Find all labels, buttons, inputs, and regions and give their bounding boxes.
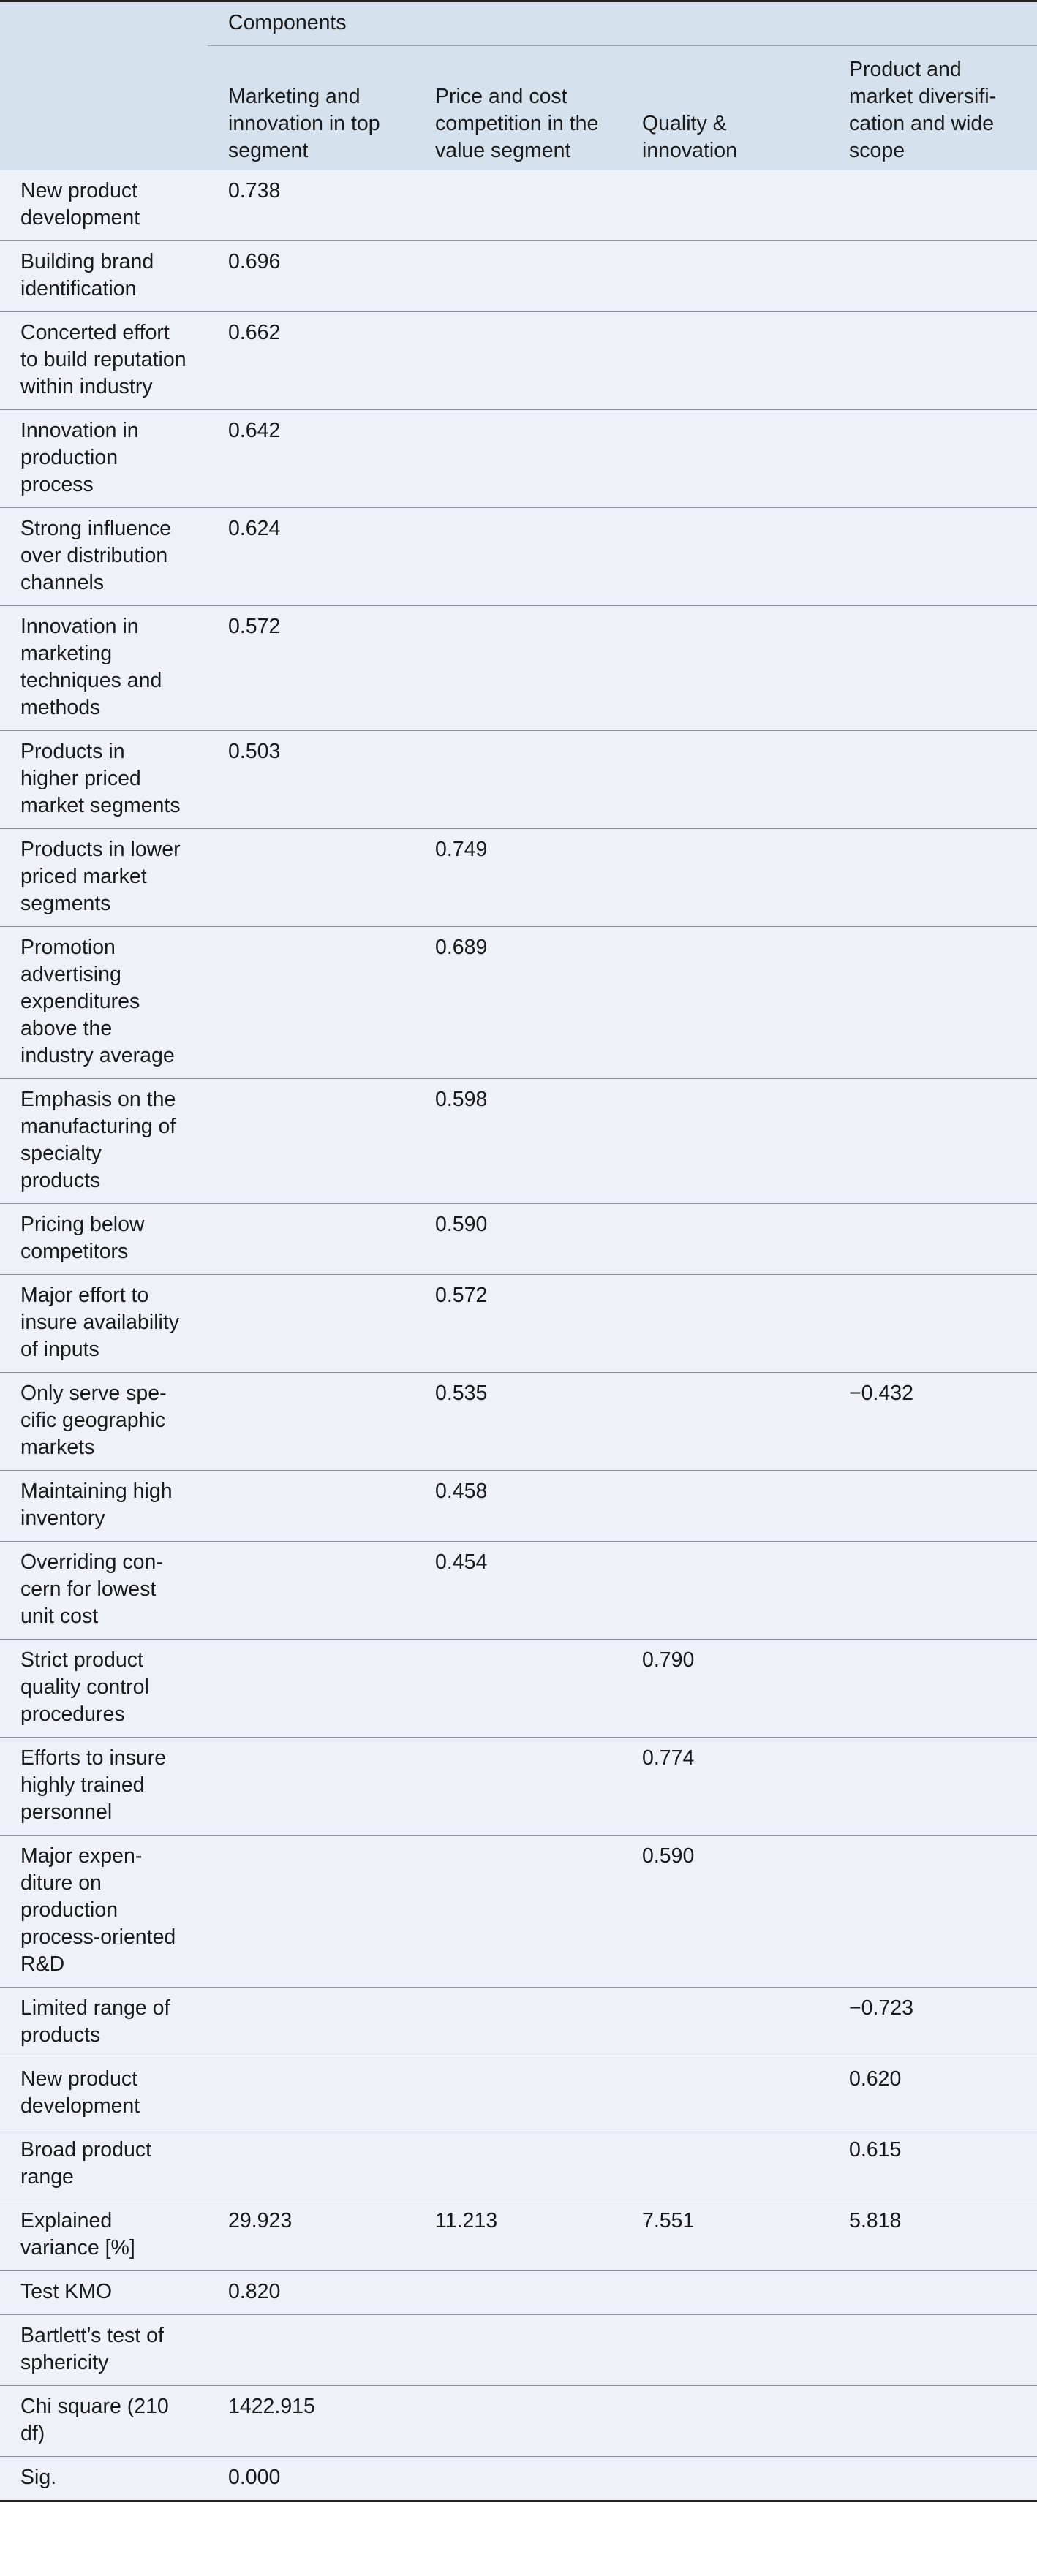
row-label: Emphasis on the manufacturing of specialty products xyxy=(0,1079,208,1204)
row-label: Promotion advertising expenditures above the industry average xyxy=(0,927,208,1079)
loading-cell-component-1 xyxy=(208,829,415,927)
row-label: Major effort to insure availability of inputs xyxy=(0,1275,208,1373)
row-label: Limited range of products xyxy=(0,1988,208,2058)
loading-cell-component-3 xyxy=(622,927,829,1079)
loading-cell-component-2 xyxy=(415,1640,622,1738)
table-row xyxy=(0,1738,1037,1836)
table-row xyxy=(0,241,1037,312)
loading-cell-component-1 xyxy=(208,1275,415,1373)
row-label: Strong influence over distribution channels xyxy=(0,508,208,606)
loading-cell-component-4 xyxy=(829,2315,1037,2386)
loading-cell-component-4 xyxy=(829,829,1037,927)
loading-cell-component-3 xyxy=(622,1275,829,1373)
loading-cell-component-1 xyxy=(208,927,415,1079)
loading-cell-component-4 xyxy=(829,241,1037,312)
loading-cell-component-4 xyxy=(829,1471,1037,1542)
row-label: Innovation in production process xyxy=(0,410,208,508)
table-header xyxy=(0,1,1037,171)
loading-cell-component-1 xyxy=(208,1542,415,1640)
loading-cell-component-3 xyxy=(622,606,829,731)
loading-cell-component-2 xyxy=(415,1836,622,1988)
loading-cell-component-3 xyxy=(622,1988,829,2058)
header-blank-cell xyxy=(0,1,208,46)
loading-cell-component-3 xyxy=(622,2271,829,2315)
loading-cell-component-4 xyxy=(829,731,1037,829)
loading-cell-component-1: 0.642 xyxy=(208,410,415,508)
group-header-row xyxy=(0,1,1037,46)
loading-cell-component-1 xyxy=(208,2058,415,2129)
loading-cell-component-2: 0.598 xyxy=(415,1079,622,1204)
loading-cell-component-4 xyxy=(829,2271,1037,2315)
row-label: Efforts to insure highly trained personnel xyxy=(0,1738,208,1836)
loading-cell-component-1: 0.000 xyxy=(208,2457,415,2501)
loading-cell-component-2: 0.590 xyxy=(415,1204,622,1275)
loading-cell-component-2 xyxy=(415,1988,622,2058)
column-header-row xyxy=(0,46,1037,171)
table-row xyxy=(0,410,1037,508)
column-header-component-2: Price and cost competition in the value segment xyxy=(415,46,622,171)
loading-cell-component-1: 0.696 xyxy=(208,241,415,312)
loading-cell-component-1 xyxy=(208,1471,415,1542)
row-label: New product development xyxy=(0,170,208,241)
loading-cell-component-4: 0.615 xyxy=(829,2129,1037,2200)
loading-cell-component-4 xyxy=(829,1204,1037,1275)
table-body xyxy=(0,170,1037,2501)
table-row xyxy=(0,2386,1037,2457)
loading-cell-component-1 xyxy=(208,2129,415,2200)
loading-cell-component-3 xyxy=(622,2386,829,2457)
column-header-component-1: Marketing and innovation in top segment xyxy=(208,46,415,171)
loading-cell-component-1 xyxy=(208,1640,415,1738)
loading-cell-component-2 xyxy=(415,2271,622,2315)
loading-cell-component-1: 0.820 xyxy=(208,2271,415,2315)
loading-cell-component-2 xyxy=(415,2315,622,2386)
loading-cell-component-1: 0.572 xyxy=(208,606,415,731)
loading-cell-component-2 xyxy=(415,2386,622,2457)
table-row xyxy=(0,1079,1037,1204)
row-label: Pricing below competitors xyxy=(0,1204,208,1275)
table-row xyxy=(0,2315,1037,2386)
loading-cell-component-2 xyxy=(415,312,622,410)
loading-cell-component-1: 29.923 xyxy=(208,2200,415,2271)
loading-cell-component-4 xyxy=(829,1275,1037,1373)
row-label: Bartlett’s test of sphericity xyxy=(0,2315,208,2386)
row-label: Overriding concern for lowest unit cost xyxy=(0,1542,208,1640)
loading-cell-component-4 xyxy=(829,312,1037,410)
loading-cell-component-4 xyxy=(829,2386,1037,2457)
row-label: Only serve specific geographic markets xyxy=(0,1373,208,1471)
loading-cell-component-4 xyxy=(829,606,1037,731)
loading-cell-component-1 xyxy=(208,1738,415,1836)
loading-cell-component-1: 0.662 xyxy=(208,312,415,410)
loading-cell-component-4 xyxy=(829,1079,1037,1204)
loading-cell-component-4 xyxy=(829,170,1037,241)
loading-cell-component-4 xyxy=(829,1542,1037,1640)
loading-cell-component-2 xyxy=(415,606,622,731)
table-row xyxy=(0,2129,1037,2200)
row-label: Concerted effort to build reputation within industry xyxy=(0,312,208,410)
row-label: Innovation in marketing techniques and methods xyxy=(0,606,208,731)
components-group-header: Components xyxy=(208,1,1037,46)
loading-cell-component-2 xyxy=(415,241,622,312)
loading-cell-component-1: 0.624 xyxy=(208,508,415,606)
loading-cell-component-2 xyxy=(415,731,622,829)
loading-cell-component-3 xyxy=(622,1471,829,1542)
loading-cell-component-1 xyxy=(208,2315,415,2386)
loading-cell-component-3 xyxy=(622,2315,829,2386)
loading-cell-component-2: 11.213 xyxy=(415,2200,622,2271)
loading-cell-component-4 xyxy=(829,2457,1037,2501)
table-row xyxy=(0,1471,1037,1542)
loading-cell-component-2 xyxy=(415,1738,622,1836)
row-label: Building brand identification xyxy=(0,241,208,312)
loading-cell-component-2: 0.689 xyxy=(415,927,622,1079)
loading-cell-component-2 xyxy=(415,2058,622,2129)
loading-cell-component-2: 0.572 xyxy=(415,1275,622,1373)
table-row xyxy=(0,170,1037,241)
loading-cell-component-1: 0.503 xyxy=(208,731,415,829)
loading-cell-component-4 xyxy=(829,1836,1037,1988)
table-row xyxy=(0,1542,1037,1640)
table-row xyxy=(0,2457,1037,2501)
table-row xyxy=(0,1988,1037,2058)
loading-cell-component-2 xyxy=(415,2457,622,2501)
loading-cell-component-3 xyxy=(622,2457,829,2501)
loading-cell-component-4 xyxy=(829,1640,1037,1738)
table-row xyxy=(0,1640,1037,1738)
row-label: Strict product quality control procedures xyxy=(0,1640,208,1738)
table-row xyxy=(0,2271,1037,2315)
loading-cell-component-3 xyxy=(622,170,829,241)
row-label: Explained variance [%] xyxy=(0,2200,208,2271)
row-label: Maintaining high inventory xyxy=(0,1471,208,1542)
row-label: Chi square (210 df) xyxy=(0,2386,208,2457)
loading-cell-component-2 xyxy=(415,170,622,241)
loading-cell-component-3 xyxy=(622,1204,829,1275)
loading-cell-component-3 xyxy=(622,312,829,410)
loading-cell-component-2: 0.535 xyxy=(415,1373,622,1471)
loading-cell-component-3: 0.790 xyxy=(622,1640,829,1738)
column-header-component-4: Product and market diversification and wide scope xyxy=(829,46,1037,171)
loading-cell-component-1 xyxy=(208,1373,415,1471)
row-label: Products in lower priced market segments xyxy=(0,829,208,927)
table-row xyxy=(0,2058,1037,2129)
table-row xyxy=(0,606,1037,731)
loading-cell-component-4: −0.432 xyxy=(829,1373,1037,1471)
row-label: New product development xyxy=(0,2058,208,2129)
column-header-component-3: Quality & innovation xyxy=(622,46,829,171)
loading-cell-component-3: 7.551 xyxy=(622,2200,829,2271)
table-row xyxy=(0,1204,1037,1275)
loading-cell-component-3 xyxy=(622,1079,829,1204)
loading-cell-component-4 xyxy=(829,508,1037,606)
loading-cell-component-3 xyxy=(622,410,829,508)
table-row xyxy=(0,508,1037,606)
loading-cell-component-1: 1422.915 xyxy=(208,2386,415,2457)
loading-cell-component-1: 0.738 xyxy=(208,170,415,241)
row-label: Sig. xyxy=(0,2457,208,2501)
loading-cell-component-3 xyxy=(622,1542,829,1640)
row-label: Test KMO xyxy=(0,2271,208,2315)
loading-cell-component-2: 0.749 xyxy=(415,829,622,927)
loading-cell-component-2 xyxy=(415,2129,622,2200)
loading-cell-component-4: −0.723 xyxy=(829,1988,1037,2058)
loading-cell-component-3 xyxy=(622,1373,829,1471)
loading-cell-component-1 xyxy=(208,1836,415,1988)
table-row xyxy=(0,1275,1037,1373)
row-label: Broad product range xyxy=(0,2129,208,2200)
loading-cell-component-4 xyxy=(829,927,1037,1079)
loading-cell-component-3 xyxy=(622,2058,829,2129)
loading-cell-component-4 xyxy=(829,1738,1037,1836)
loading-cell-component-3: 0.590 xyxy=(622,1836,829,1988)
table-row xyxy=(0,927,1037,1079)
loading-cell-component-4: 0.620 xyxy=(829,2058,1037,2129)
table-row xyxy=(0,2200,1037,2271)
loading-cell-component-4 xyxy=(829,410,1037,508)
loading-cell-component-1 xyxy=(208,1988,415,2058)
loading-cell-component-2 xyxy=(415,410,622,508)
table-row xyxy=(0,312,1037,410)
loading-cell-component-3 xyxy=(622,241,829,312)
row-label: Products in higher priced market segments xyxy=(0,731,208,829)
loading-cell-component-2: 0.454 xyxy=(415,1542,622,1640)
loading-cell-component-3 xyxy=(622,731,829,829)
loading-cell-component-1 xyxy=(208,1204,415,1275)
column-header-variable xyxy=(0,46,208,171)
table-row xyxy=(0,1373,1037,1471)
table-row xyxy=(0,731,1037,829)
loading-cell-component-4: 5.818 xyxy=(829,2200,1037,2271)
loading-cell-component-2 xyxy=(415,508,622,606)
loading-cell-component-3: 0.774 xyxy=(622,1738,829,1836)
loading-cell-component-1 xyxy=(208,1079,415,1204)
table-row xyxy=(0,829,1037,927)
loading-cell-component-3 xyxy=(622,2129,829,2200)
loading-cell-component-3 xyxy=(622,508,829,606)
row-label: Major expenditure on production process-oriented R&D xyxy=(0,1836,208,1988)
table-row xyxy=(0,1836,1037,1988)
loading-cell-component-2: 0.458 xyxy=(415,1471,622,1542)
loading-cell-component-3 xyxy=(622,829,829,927)
